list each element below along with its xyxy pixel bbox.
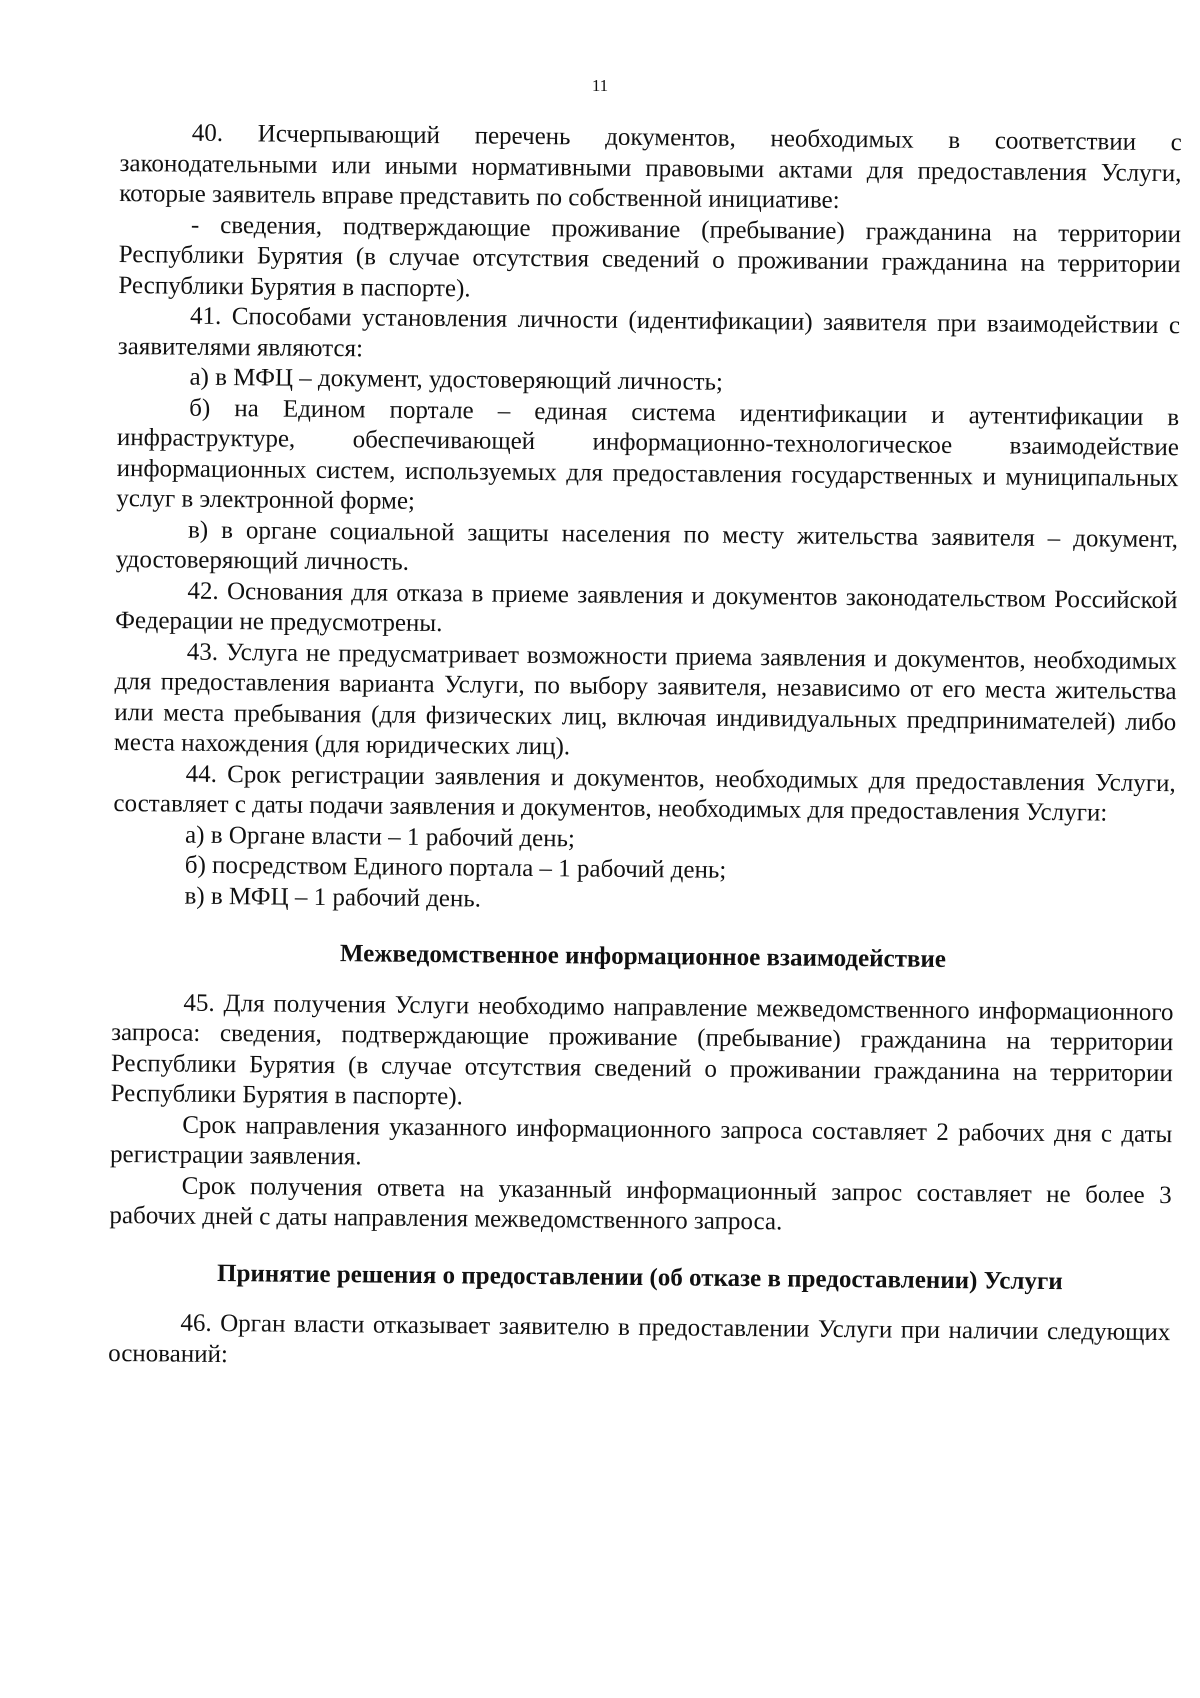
paragraph-42: 42. Основания для отказа в приеме заявления и документов законодательством Российской Федерации не предусмотрены. [115, 577, 1178, 638]
paragraph-44-v: в) в МФЦ – 1 рабочий день. [184, 882, 482, 913]
paragraph-40-item: - сведения, подтверждающие проживание (пребывание) гражданина на территории Республики Бурятия (в случае отсутствия сведений о проживании гражданина на территории Республики Бурятия в паспорте). [118, 211, 1182, 302]
section-heading-interagency: Межведомственное информационное взаимодействие [339, 940, 947, 973]
paragraph-43: 43. Услуга не предусматривает возможности приема заявления и документов, необходимых для предоставления варианта Услуги, по выбору заявителя, независимо от его места жительства или места пребывания (для физических лиц, включая индивидуальных предпринимателей) либо места нахождения (для юридических лиц). [113, 638, 1177, 761]
paragraph-44-a: а) в Органе власти – 1 рабочий день; [184, 821, 576, 852]
paragraph-41-a: а) в МФЦ – документ, удостоверяющий личность; [189, 363, 724, 396]
document-body [108, 118, 1182, 1379]
paragraph-44: 44. Срок регистрации заявления и документов, необходимых для предоставления Услуги, составляет с даты подачи заявления и документов, необходимых для предоставления Услуги: [113, 760, 1176, 827]
paragraph-45-response-term: Срок получения ответа на указанный информационный запрос составляет не более 3 рабочих дней с даты направления межведомственного запроса. [109, 1172, 1172, 1236]
paragraph-44-b: б) посредством Единого портала – 1 рабочий день; [184, 851, 727, 884]
paragraph-41: 41. Способами установления личности (идентификации) заявителя при взаимодействии с заявителями являются: [117, 302, 1181, 362]
paragraph-46: 46. Орган власти отказывает заявителю в предоставлении Услуги при наличии следующих оснований: [108, 1309, 1171, 1368]
section-heading-decision: Принятие решения о предоставлении (об отказе в предоставлении) Услуги [216, 1259, 1063, 1295]
page-number: 11 [591, 76, 609, 95]
paragraph-41-v: в) в органе социальной защиты населения по месту жительства заявителя – документ, удостоверяющий личность. [115, 516, 1179, 576]
paragraph-41-b: б) на Едином портале – единая система идентификации и аутентификации в инфраструктуре, обеспечивающей информационно-технологическое взаимодействие информационных систем, используемых для предоставления государственных и муниципальных услуг в электронной форме; [116, 394, 1180, 515]
paragraph-45: 45. Для получения Услуги необходимо направление межведомственного информационного запроса: сведения, подтверждающие проживание (пребывание) гражданина на территории Республики Бурятия (в случае отсутствия сведений о проживании гражданина на территории Республики Бурятия в паспорте). [110, 989, 1174, 1111]
paragraph-40: 40. Исчерпывающий перечень документов, необходимых в соответствии с законодательными или иными нормативными правовыми актами для предоставления Услуги, которые заявитель вправе представить по собственной инициативе: [119, 119, 1182, 214]
paragraph-45-request-term: Срок направления указанного информационного запроса составляет 2 рабочих дня с даты регистрации заявления. [109, 1111, 1173, 1171]
